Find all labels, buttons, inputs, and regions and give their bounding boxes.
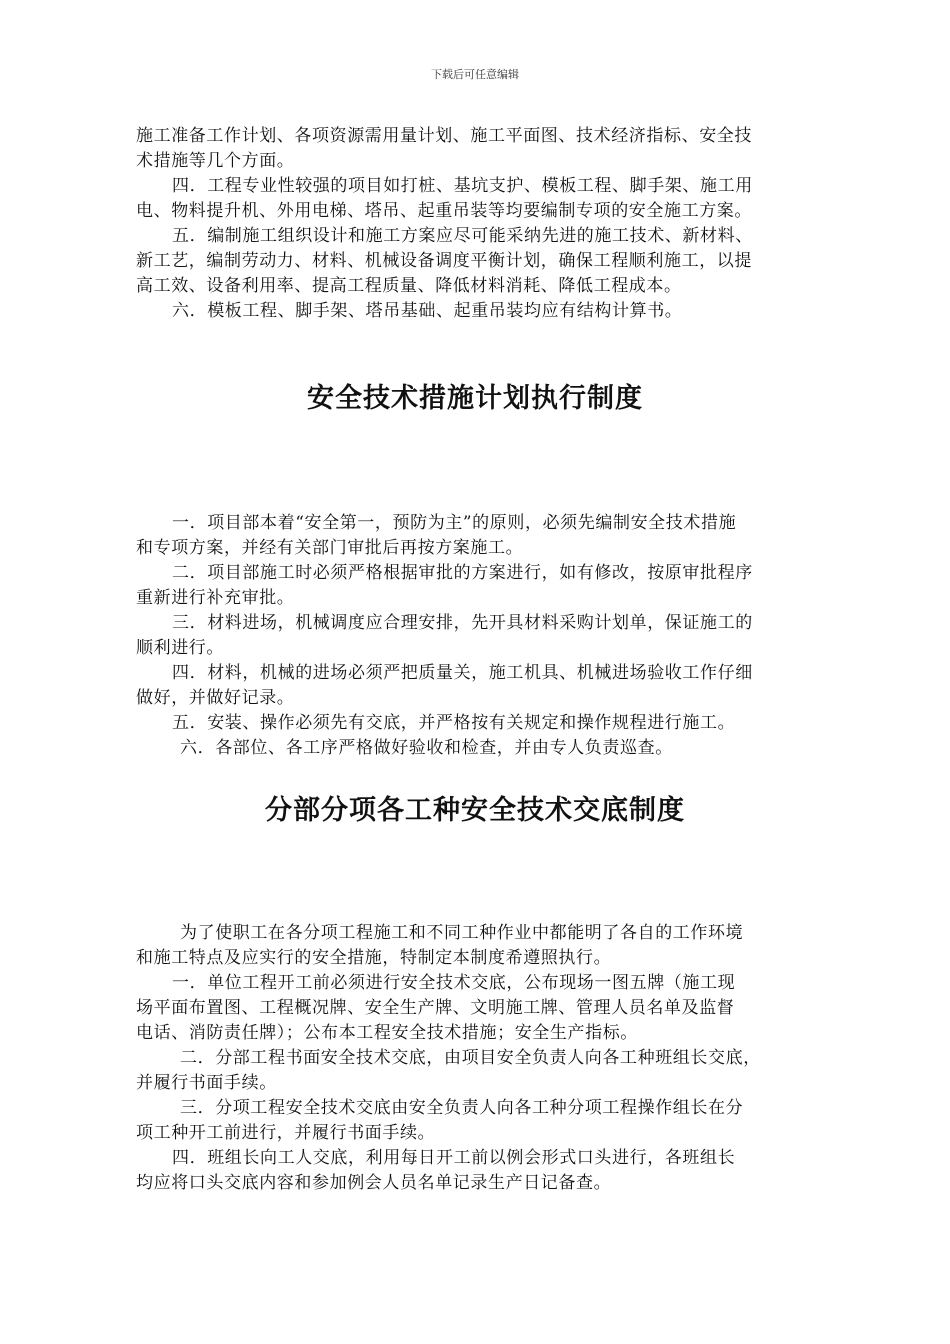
paragraph-line: 一．项目部本着“安全第一，预防为主”的原则，必须先编制安全技术措施	[172, 513, 737, 533]
paragraph-line: 顺利进行。	[136, 638, 224, 658]
paragraph-line: 均应将口头交底内容和参加例会人员名单记录生产日记备查。	[136, 1173, 612, 1193]
paragraph-line: 电话、消防责任牌）；公布本工程安全技术措施；安全生产指标。	[136, 1023, 638, 1043]
paragraph-line: 术措施等几个方面。	[136, 151, 295, 171]
paragraph-line: 高工效、设备利用率、提高工程质量、降低材料消耗、降低工程成本。	[136, 276, 682, 296]
paragraph-line: 五．安装、操作必须先有交底，并严格按有关规定和操作规程进行施工。	[172, 713, 736, 733]
section2-body	[136, 511, 816, 761]
paragraph-line: 四．班组长向工人交底，利用每日开工前以例会形式口头进行，各班组长	[172, 1148, 736, 1168]
paragraph-line: 项工种开工前进行，并履行书面手续。	[136, 1123, 436, 1143]
section2-title: 安全技术措施计划执行制度	[307, 383, 643, 414]
paragraph-line: 场平面布置图、工程概况牌、安全生产牌、文明施工牌、管理人员名单及监督	[136, 998, 735, 1018]
paragraph-line: 二．分部工程书面安全技术交底，由项目安全负责人向各工种班组长交底，	[180, 1048, 761, 1068]
paragraph-line: 二．项目部施工时必须严格根据审批的方案进行，如有修改，按原审批程序	[172, 563, 753, 583]
paragraph-line: 为了使职工在各分项工程施工和不同工种作业中都能明了各自的工作环境	[180, 923, 744, 943]
paragraph-line: 四．工程专业性较强的项目如打桩、基坑支护、模板工程、脚手架、施工用	[172, 176, 753, 196]
paragraph-line: 重新进行补充审批。	[136, 588, 295, 608]
paragraph-line: 做好，并做好记录。	[136, 688, 295, 708]
paragraph-line: 新工艺，编制劳动力、材料、机械设备调度平衡计划，确保工程顺利施工，以提	[136, 251, 752, 271]
page-header: 下载后可任意编辑	[431, 68, 519, 81]
paragraph-line: 六．各部位、各工序严格做好验收和检查，并由专人负责巡查。	[180, 738, 673, 758]
paragraph-line: 和专项方案，并经有关部门审批后再按方案施工。	[136, 538, 524, 558]
paragraph-line: 电、物料提升机、外用电梯、塔吊、起重吊装等均要编制专项的安全施工方案。	[136, 201, 752, 221]
paragraph-line: 一．单位工程开工前必须进行安全技术交底，公布现场一图五牌（施工现	[172, 973, 736, 993]
paragraph-line: 并履行书面手续。	[136, 1073, 277, 1093]
paragraph-line: 三．材料进场，机械调度应合理安排，先开具材料采购计划单，保证施工的	[172, 613, 753, 633]
section3-title: 分部分项各工种安全技术交底制度	[265, 795, 685, 826]
paragraph-line: 四．材料，机械的进场必须严把质量关，施工机具、机械进场验收工作仔细	[172, 663, 753, 683]
paragraph-line: 六．模板工程、脚手架、塔吊基础、起重吊装均应有结构计算书。	[172, 301, 683, 321]
section1-body	[136, 124, 816, 324]
paragraph-line: 施工准备工作计划、各项资源需用量计划、施工平面图、技术经济指标、安全技	[136, 126, 752, 146]
section3-body	[136, 921, 816, 1196]
paragraph-line: 五．编制施工组织设计和施工方案应尽可能采纳先进的施工技术、新材料、	[172, 226, 753, 246]
paragraph-line: 和施工特点及应实行的安全措施，特制定本制度希遵照执行。	[136, 948, 612, 968]
paragraph-line: 三．分项工程安全技术交底由安全负责人向各工种分项工程操作组长在分	[180, 1098, 744, 1118]
